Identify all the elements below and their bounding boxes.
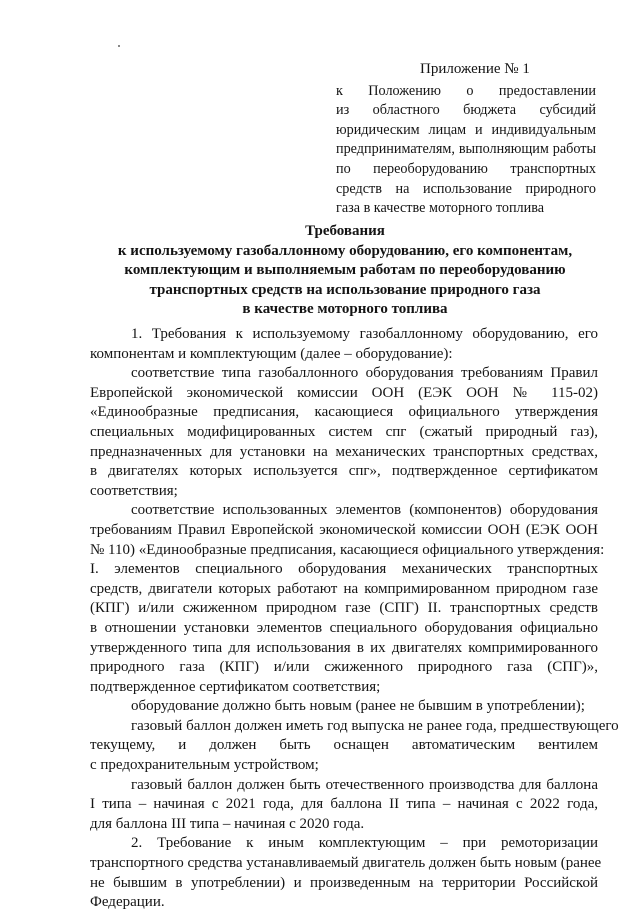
annex-reference — [336, 82, 596, 219]
title-line: транспортных средств на использование природного газа — [149, 281, 541, 298]
annex-line: газа в качестве моторного топлива — [336, 200, 545, 217]
annex-line: из областного бюджета субсидий — [336, 102, 596, 119]
title-line: к используемому газобаллонному оборудованию, его компонентам, — [117, 242, 573, 259]
body-line: 2. Требование к иным комплектующим – при ремоторизации — [131, 835, 598, 852]
body-line: (КПГ) и/или сжиженном природном газе (СПГ) II. транспортных средств — [90, 600, 598, 617]
body-line: оборудование должно быть новым (ранее не бывшим в употреблении); — [131, 698, 585, 715]
body-line: предназначенных для установки на механических транспортных средствах, — [90, 443, 598, 460]
body-line: не бывшим в употреблении) и произведенным на территории Российской — [90, 874, 598, 891]
annex-header — [336, 60, 596, 219]
body-line: I. элементов специального оборудования механических транспортных — [90, 561, 598, 578]
title-line: комплектующим и выполняемым работам по переоборудованию — [124, 262, 566, 279]
annex-line: предпринимателям, выполняющим работы — [336, 141, 596, 158]
annex-number: Приложение № 1 — [420, 61, 530, 77]
scan-speck — [118, 45, 120, 47]
body-line: природного газа (КПГ) и/или сжиженного природного газа (СПГ)», — [90, 659, 598, 676]
body-line: Европейской экономической комиссии ООН (ЕЭК ООН № 115-02) — [90, 384, 598, 401]
body-line: компонентам и комплектующим (далее – оборудование): — [90, 345, 453, 362]
body-line: соответствия; — [90, 482, 178, 499]
body-line: 1. Требования к используемому газобаллонному оборудованию, его — [131, 326, 598, 342]
body-line: соответствие использованных элементов (компонентов) оборудования — [131, 502, 598, 519]
annex-line: по переоборудованию транспортных — [336, 160, 596, 177]
title-line: в качестве моторного топлива — [242, 301, 448, 318]
body-line: подтвержденное сертификатом соответствия; — [90, 678, 381, 695]
annex-line: к Положению о предоставлении — [336, 82, 596, 99]
body-line: транспортного средства устанавливаемый двигатель должен быть новым (ранее — [90, 855, 602, 872]
document-title — [90, 222, 600, 320]
body-line: газовый баллон должен быть отечественного производства для баллона — [131, 776, 598, 793]
body-line: газовый баллон должен иметь год выпуска не ранее года, предшествующего — [131, 717, 619, 734]
body-line: № 110) «Единообразные предписания, касающиеся официального утверждения: — [90, 541, 605, 558]
annex-line: средств на использование природного — [336, 180, 596, 197]
title-line: Требования — [305, 223, 385, 239]
body-line: в двигателях которых используется спг», подтвержденное сертификатом — [90, 463, 598, 480]
body-line: текущему, и должен быть оснащен автоматическим вентилем — [90, 737, 598, 754]
body-line: специальных модифицированных систем спг (сжатый природный газ), — [90, 423, 598, 440]
annex-line: юридическим лицам и индивидуальным — [336, 121, 596, 138]
body-line: для баллона III типа – начиная с 2020 года. — [90, 815, 365, 832]
document-body — [90, 325, 619, 913]
body-line: требованиям Правил Европейской экономической комиссии ООН (ЕЭК ООН — [90, 521, 598, 538]
body-line: соответствие типа газобаллонного оборудования требованиям Правил — [131, 365, 598, 382]
body-line: средств, двигатели которых работают на компримированном природном газе — [90, 580, 598, 597]
body-line: в отношении установки элементов специального оборудования официально — [90, 619, 598, 636]
body-line: Федерации. — [90, 894, 165, 911]
body-line: утвержденного типа для использования в их двигателях компримированного — [90, 639, 598, 656]
body-line: «Единообразные предписания, касающиеся официального утверждения — [90, 404, 598, 421]
body-line: с предохранительным устройством; — [90, 757, 319, 774]
body-line: I типа – начиная с 2021 года, для баллона II типа – начиная с 2022 года, — [90, 796, 598, 813]
